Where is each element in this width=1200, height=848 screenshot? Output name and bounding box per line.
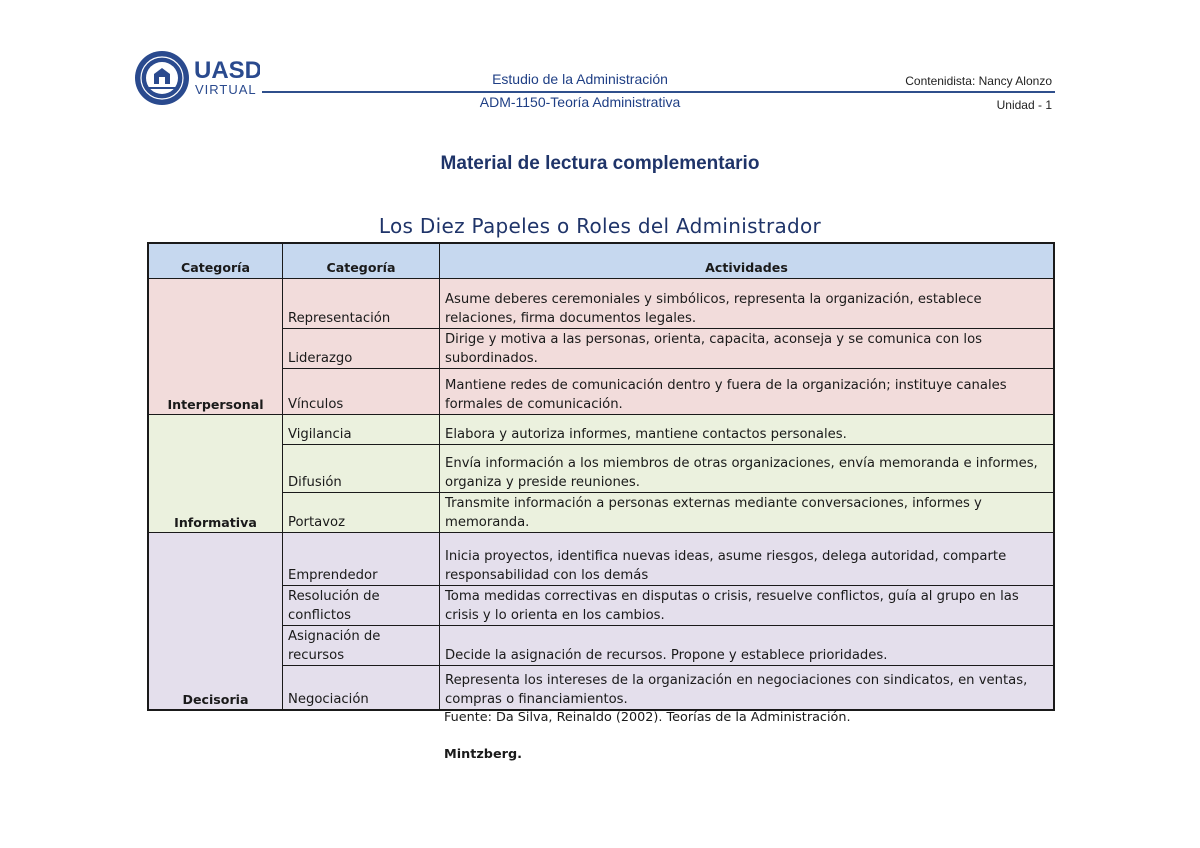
table-row [148,329,1054,369]
activity-cell: Toma medidas correctivas en disputas o crisis, resuelve conflictos, guía al grupo en las crisis y lo orienta en los cambios. [440,586,1055,626]
table-row [148,666,1054,710]
header-category: Categoría [148,243,283,279]
table-row [148,445,1054,493]
logo-subtext: VIRTUAL [195,82,257,97]
table-row [148,626,1054,666]
category-cell: Informativa [148,415,283,533]
role-cell: Vigilancia [283,415,440,445]
header-divider [262,91,1055,93]
activity-cell: Transmite información a personas externas mediante conversaciones, informes y memoranda. [440,493,1055,533]
author-label: Contenidista: Nancy Alonzo [905,74,1052,88]
category-cell: Decisoria [148,533,283,710]
main-title: Los Diez Papeles o Roles del Administrador [378,214,822,238]
category-cell: Interpersonal [148,279,283,415]
table-row [148,415,1054,445]
role-cell: Emprendedor [283,533,440,586]
document-title: Estudio de la Administración [492,71,668,87]
activity-cell: Dirige y motiva a las personas, orienta, capacita, aconseja y se comunica con los subordinados. [440,329,1055,369]
header-activities: Actividades [440,243,1055,279]
table-header-row [148,243,1054,279]
course-name: ADM-1150-Teoría Administrativa [479,94,681,110]
role-cell: Portavoz [283,493,440,533]
subtitle: Material de lectura complementario [440,153,760,174]
role-cell: Asignación de recursos [283,626,440,666]
role-cell: Vínculos [283,369,440,415]
uasd-virtual-logo [134,42,260,114]
logo-text: UASD [194,57,260,84]
activity-cell: Decide la asignación de recursos. Propone y establece prioridades. [440,626,1055,666]
author-note: Mintzberg. [444,747,522,762]
header-role: Categoría [283,243,440,279]
role-cell: Difusión [283,445,440,493]
source-citation: Fuente: Da Silva, Reinaldo (2002). Teorías de la Administración. [444,710,851,725]
table-row [148,369,1054,415]
activity-cell: Asume deberes ceremoniales y simbólicos, representa la organización, establece relaciones, firma documentos legales. [440,279,1055,329]
unit-label: Unidad - 1 [996,98,1052,112]
activity-cell: Representa los intereses de la organización en negociaciones con sindicatos, en ventas, compras o financiamientos. [440,666,1055,710]
role-cell: Liderazgo [283,329,440,369]
roles-table [147,242,1055,711]
activity-cell: Envía información a los miembros de otras organizaciones, envía memoranda e informes, organiza y preside reuniones. [440,445,1055,493]
activity-cell: Mantiene redes de comunicación dentro y fuera de la organización; instituye canales formales de comunicación. [440,369,1055,415]
table-row [148,586,1054,626]
role-cell: Representación [283,279,440,329]
table-row [148,279,1054,329]
activity-cell: Inicia proyectos, identifica nuevas ideas, asume riesgos, delega autoridad, comparte responsabilidad con los demás [440,533,1055,586]
role-cell: Negociación [283,666,440,710]
role-cell: Resolución de conflictos [283,586,440,626]
table-row [148,493,1054,533]
activity-cell: Elabora y autoriza informes, mantiene contactos personales. [440,415,1055,445]
table-row [148,533,1054,586]
